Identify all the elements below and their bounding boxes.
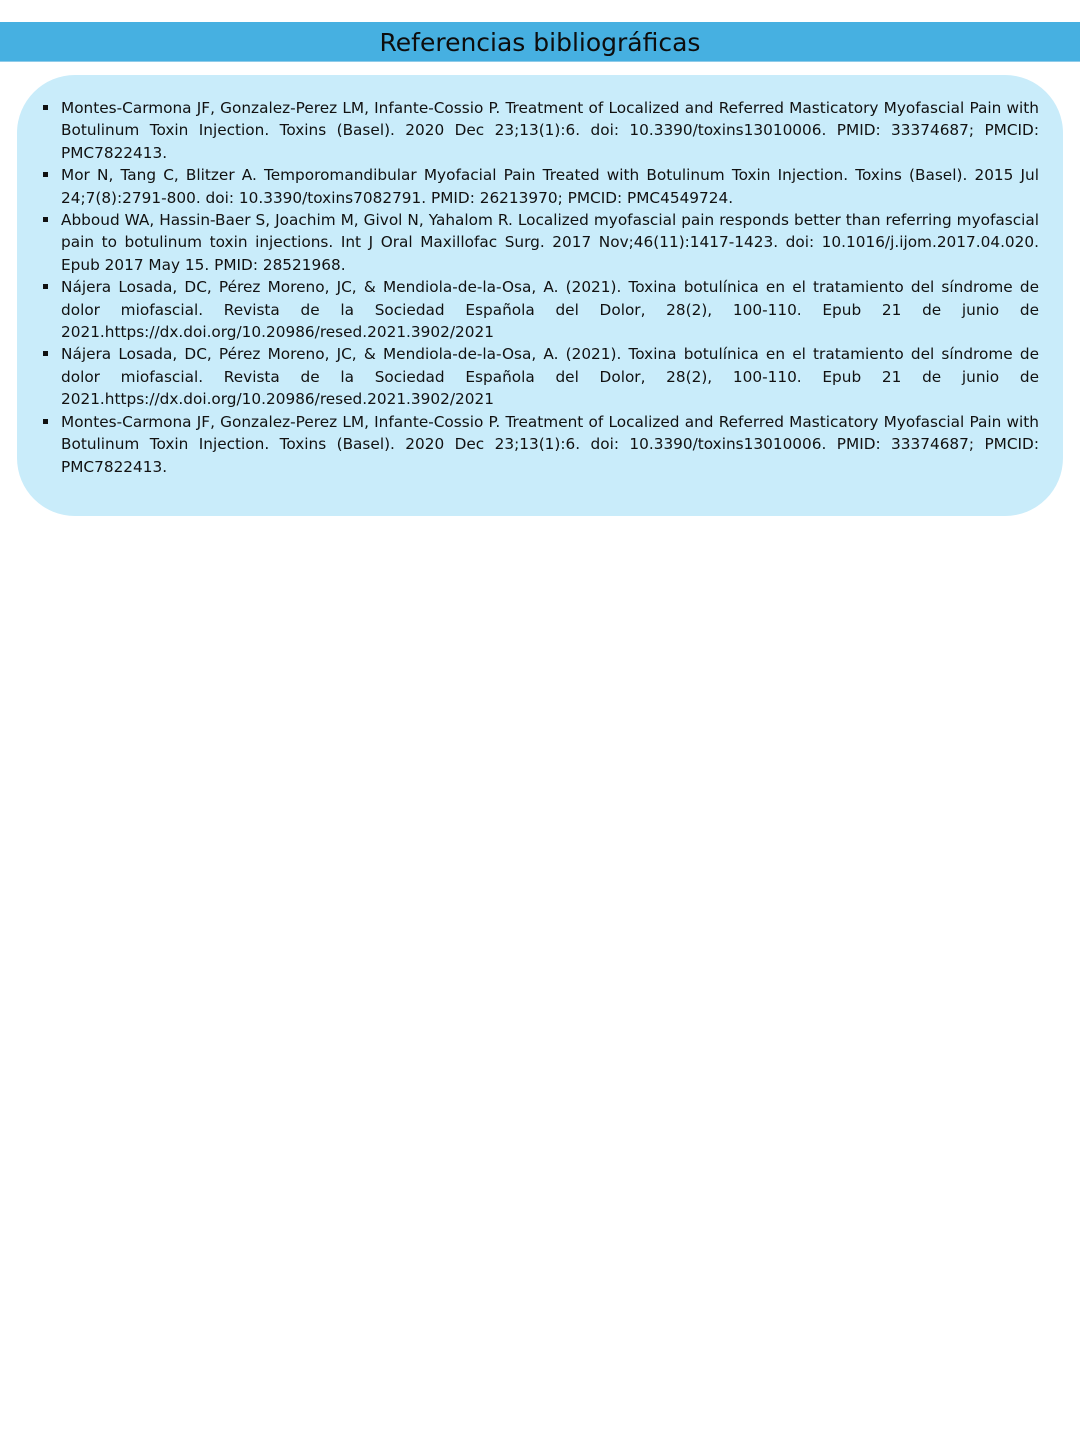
reference-text: Montes-Carmona JF, Gonzalez-Perez LM, Infante-Cossio P. Treatment of Localized and Referred Masticatory Myofascial Pain with Botulinum Toxin Injection. Toxins (Basel). 2020 Dec 23;13(1):6. doi: 10.3390/toxins13010006. PMID: 33374687; PMCID: PMC7822413. xyxy=(61,412,1039,476)
references-panel xyxy=(17,75,1063,516)
reference-item xyxy=(41,411,1039,478)
square-bullet-icon xyxy=(43,172,48,177)
square-bullet-icon xyxy=(43,105,48,110)
reference-text: Montes-Carmona JF, Gonzalez-Perez LM, Infante-Cossio P. Treatment of Localized and Referred Masticatory Myofascial Pain with Botulinum Toxin Injection. Toxins (Basel). 2020 Dec 23;13(1):6. doi: 10.3390/toxins13010006. PMID: 33374687; PMCID: PMC7822413. xyxy=(61,99,1039,162)
reference-item xyxy=(41,97,1039,164)
reference-text: Mor N, Tang C, Blitzer A. Temporomandibular Myofacial Pain Treated with Botulinum Toxin Injection. Toxins (Basel). 2015 Jul 24;7(8):2791-800. doi: 10.3390/toxins7082791. PMID: 26213970; PMCID: PMC4549724. xyxy=(61,166,1039,207)
square-bullet-icon xyxy=(43,284,48,289)
reference-text: Nájera Losada, DC, Pérez Moreno, JC, & Mendiola-de-la-Osa, A. (2021). Toxina botulínica en el tratamiento del síndrome de dolor miofascial. Revista de la Sociedad Española del Dolor, 28(2), 100-110. Epub 21 de junio de 2021.https://dx.doi.org/10.20986/resed.2021.3902/2021 xyxy=(61,345,1039,409)
references-list xyxy=(41,97,1039,478)
square-bullet-icon xyxy=(43,217,48,222)
reference-text: Nájera Losada, DC, Pérez Moreno, JC, & Mendiola-de-la-Osa, A. (2021). Toxina botulínica en el tratamiento del síndrome de dolor miofascial. Revista de la Sociedad Española del Dolor, 28(2), 100-110. Epub 21 de junio de 2021.https://dx.doi.org/10.20986/resed.2021.3902/2021 xyxy=(61,278,1039,342)
square-bullet-icon xyxy=(43,351,48,356)
reference-item xyxy=(41,164,1039,209)
header-bar xyxy=(0,22,1080,62)
square-bullet-icon xyxy=(43,419,48,424)
reference-item xyxy=(41,276,1039,343)
reference-item xyxy=(41,209,1039,276)
reference-text: Abboud WA, Hassin-Baer S, Joachim M, Givol N, Yahalom R. Localized myofascial pain responds better than referring myofascial pain to botulinum toxin injections. Int J Oral Maxillofac Surg. 2017 Nov;46(11):1417-1423. doi: 10.1016/j.ijom.2017.04.020. Epub 2017 May 15. PMID: 28521968. xyxy=(61,211,1039,274)
reference-item xyxy=(41,343,1039,410)
page-title: Referencias bibliográficas xyxy=(379,28,701,57)
